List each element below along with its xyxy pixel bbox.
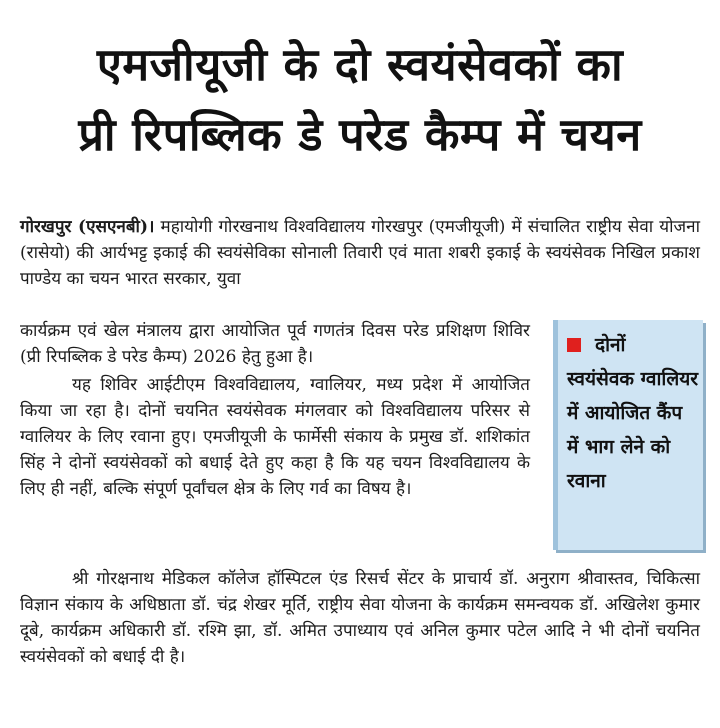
callout-border	[553, 320, 558, 550]
dateline: गोरखपुर (एसएनबी)।	[20, 217, 155, 237]
headline-line-2: प्री रिपब्लिक डे परेड कैम्प में चयन	[78, 108, 642, 161]
callout-text: दोनों स्वयंसेवक ग्वालियर में आयोजित कैंप में भाग लेने को रवाना	[567, 334, 699, 492]
callout-text-block	[567, 328, 699, 498]
headline	[0, 30, 720, 170]
red-square-bullet-icon	[567, 338, 581, 352]
paragraph-1-continued: कार्यक्रम एवं खेल मंत्रालय द्वारा आयोजित पूर्व गणतंत्र दिवस परेड प्रशिक्षण शिविर (प्री रिपब्लिक डे परेड कैम्प) 2026 हेतु हुआ है।	[20, 321, 530, 367]
paragraph-2: यह शिविर आईटीएम विश्वविद्यालय, ग्वालियर, मध्य प्रदेश में आयोजित किया जा रहा है। दोनों चयनित स्वयंसेवक मंगलवार को विश्वविद्यालय परिसर से ग्वालियर के लिए रवाना हुए। एमजीयूजी के फार्मेसी संकाय के प्रमुख डॉ. शशिकांत सिंह ने दोनों स्वयंसेवकों को बधाई देते हुए कहा है कि यह चयन विश्वविद्यालय के लिए ही नहीं, बल्कि संपूर्ण पूर्वांचल क्षेत्र के लिए गर्व का विषय है।	[20, 375, 530, 499]
paragraph-1	[20, 214, 700, 292]
headline-line-1: एमजीयूजी के दो स्वयंसेवकों का	[96, 38, 624, 91]
paragraph-3: श्री गोरक्षनाथ मेडिकल कॉलेज हॉस्पिटल एंड रिसर्च सेंटर के प्राचार्य डॉ. अनुराग श्रीवास्तव, चिकित्सा विज्ञान संकाय के अधिष्ठाता डॉ. चंद्र शेखर मूर्ति, राष्ट्रीय सेवा योजना के कार्यक्रम समन्वयक डॉ. अखिलेश कुमार दूबे, कार्यक्रम अधिकारी डॉ. रश्मि झा, डॉ. अमित उपाध्याय एवं अनिल कुमार पटेल आदि ने भी दोनों चयनित स्वयंसेवकों को बधाई दी है।	[20, 569, 700, 667]
callout-box	[553, 320, 703, 550]
paragraph-1-text: महायोगी गोरखनाथ विश्वविद्यालय गोरखपुर (एमजीयूजी) में संचालित राष्ट्रीय सेवा योजना (रासेयो) की आर्यभट्ट इकाई की स्वयंसेविका सोनाली तिवारी एवं माता शबरी इकाई के स्वयंसेवक निखिल प्रकाश पाण्डेय का चयन भारत सरकार, युवा	[20, 217, 700, 289]
